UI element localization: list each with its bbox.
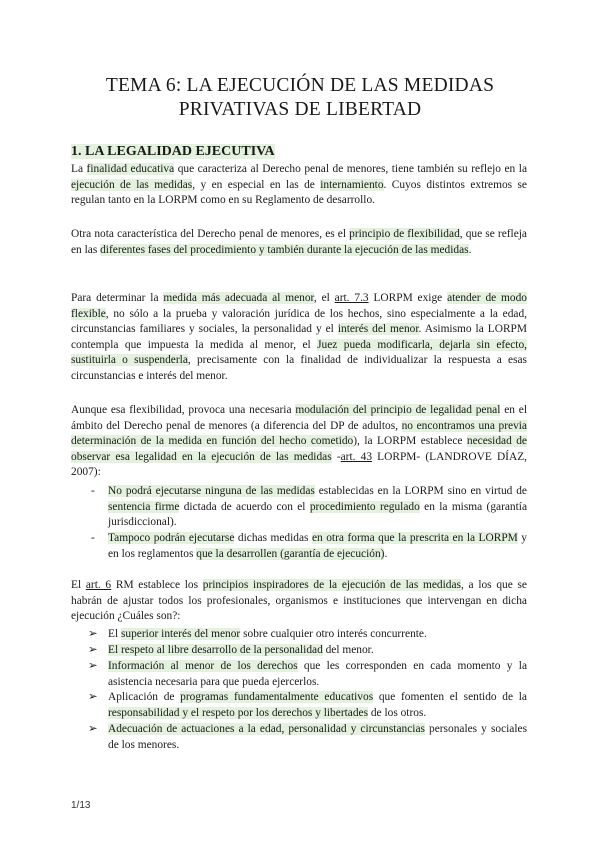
text-run: Otra nota característica del Derecho penal de menores, es el <box>71 228 350 240</box>
highlight-run: Información al menor de los derechos <box>108 660 298 672</box>
highlight-run: Juez pueda modificarla, dejarla sin efecto, sustituirla o suspenderla <box>71 338 527 367</box>
arrow-bullet-icon: ➢ <box>88 723 98 735</box>
text-run: LORPM- (LANDROVE DÍAZ, 2007): <box>71 450 527 479</box>
highlight-run: procedimiento regulado <box>309 500 420 513</box>
text-run: personales y sociales de los menores. <box>108 723 528 751</box>
paragraph-4 <box>71 403 527 481</box>
text-run: . <box>468 243 472 256</box>
arrow-item-5 <box>108 722 527 753</box>
text-run: sobre cualquier otro interés concurrente. <box>240 628 427 640</box>
text-run: El <box>108 628 121 640</box>
highlight-run: no encontramos una previa determinación de la medida en función del hecho cometido <box>71 419 527 448</box>
paragraph-2 <box>71 227 527 258</box>
text-run: , el <box>313 292 335 304</box>
text-run: , no sólo a la prueba y valoración jurídica de los hechos, sino especialmente a la edad, circunstancias familiares y sociales, la personalidad y el <box>71 307 527 336</box>
text-run: dictada de acuerdo con el <box>179 500 310 513</box>
dash-item-2 <box>108 531 527 562</box>
dash-bullet: - <box>91 532 95 544</box>
highlight-run: finalidad educativa <box>86 163 175 175</box>
highlight-run: interés del menor <box>337 323 419 336</box>
dash-item-1 <box>108 484 527 531</box>
highlight-run: medida más adecuada al menor <box>163 292 314 304</box>
text-run: Para determinar la <box>71 292 164 304</box>
text-run: , a los que se habrán de ajustar todos los profesionales, organismos e instituciones que intervengan en dicha ejecución ¿Cuáles son?: <box>71 579 527 623</box>
arrow-item-4 <box>108 690 527 721</box>
highlight-run: modulación del principio de legalidad penal <box>295 404 501 416</box>
arrow-item-1 <box>108 627 527 643</box>
title-line-1: TEMA 6: LA EJECUCIÓN DE LAS MEDIDAS <box>105 75 495 96</box>
text-run: establecidas en la LORPM sino en virtud de <box>314 485 527 497</box>
text-run: en la misma (garantía jurisdiccional). <box>108 500 528 529</box>
section-heading-text: 1. LA LEGALIDAD EJECUTIVA <box>71 144 275 159</box>
paragraph-1 <box>71 162 527 209</box>
highlight-run: sentencia firme <box>108 500 180 513</box>
highlight-run: en otra forma que la prescrita en la LORPM <box>311 532 518 544</box>
text-run: Aunque esa flexibilidad, provoca una necesaria <box>71 404 296 416</box>
text-run: . Cuyos distintos extremos se regulan tanto en la LORPM como en su Reglamento de desarrollo. <box>71 178 527 207</box>
text-run: ), la LORPM establece <box>353 435 467 448</box>
arrow-bullet-icon: ➢ <box>88 691 98 703</box>
text-run: de los otros. <box>368 706 427 719</box>
text-run: Aplicación de <box>108 691 181 703</box>
text-run: . Asimismo la LORPM contempla que impuesta la medida al menor, el <box>71 323 527 351</box>
section-heading <box>71 143 275 161</box>
highlight-run: El respeto al libre desarrollo de la personalidad <box>108 644 323 656</box>
text-run: y en los reglamentos <box>108 532 527 560</box>
text-run: que caracteriza al Derecho penal de menores, tiene también su reflejo en la <box>174 163 527 175</box>
arrow-bullet-icon: ➢ <box>88 660 98 672</box>
text-run: en el ámbito del Derecho penal de menores (a diferencia del DP de adultos, <box>71 404 527 432</box>
text-run: que les corresponden en cada momento y la asistencia necesaria para que pueda ejercerlos. <box>108 660 527 688</box>
article-reference: art. 7.3 <box>334 292 369 304</box>
text-run: LORPM exige <box>368 292 448 304</box>
text-run: , y en especial en las de <box>192 178 321 191</box>
page-title <box>0 74 600 122</box>
paragraph-3 <box>71 291 527 385</box>
arrow-item-3 <box>108 659 527 690</box>
arrow-bullet-icon: ➢ <box>88 644 98 656</box>
highlight-run: atender de modo flexible <box>71 292 527 320</box>
text-run: que fomenten el sentido de la <box>373 691 527 703</box>
highlight-run: superior interés del menor <box>120 628 241 640</box>
text-run: del menor. <box>322 644 374 656</box>
highlight-run: ejecución de las medidas <box>71 178 193 191</box>
page-number: 1/13 <box>71 800 91 811</box>
highlight-run: internamiento <box>320 178 384 191</box>
text-run: RM establece los <box>111 579 203 591</box>
text-run: - <box>331 450 341 463</box>
text-run: . <box>384 547 388 560</box>
highlight-run: que la desarrollen (garantía de ejecución) <box>196 547 385 560</box>
highlight-run: principio de flexibilidad <box>349 228 460 240</box>
highlight-run: principios inspiradores de la ejecución de las medidas <box>202 579 461 591</box>
arrow-bullet-icon: ➢ <box>88 628 98 640</box>
highlight-run: necesidad de observar esa legalidad en la ejecución de las medidas <box>71 435 527 463</box>
text-run: , que se refleja en las <box>71 228 527 256</box>
highlight-run: diferentes fases del procedimiento y también durante la ejecución de las medidas <box>100 243 469 256</box>
highlight-run: Adecuación de actuaciones a la edad, personalidad y circunstancias <box>108 723 425 735</box>
highlight-run: No podrá ejecutarse ninguna de las medidas <box>108 485 315 497</box>
highlight-run: programas fundamentalmente educativos <box>180 691 374 703</box>
dash-bullet: - <box>91 485 95 497</box>
text-run: El <box>71 579 86 591</box>
article-reference: art. 6 <box>85 579 112 591</box>
text-run: La <box>71 163 87 175</box>
highlight-run: responsabilidad y el respeto por los derechos y libertades <box>108 706 369 719</box>
paragraph-5 <box>71 578 527 625</box>
text-run: dichas medidas <box>234 532 312 544</box>
article-reference: art. 43 <box>340 450 373 463</box>
highlight-run: Tampoco podrán ejecutarse <box>108 532 235 544</box>
text-run: , precisamente con la finalidad de individualizar la respuesta a esas circunstancias e interés del menor. <box>71 354 527 382</box>
title-line-2: PRIVATIVAS DE LIBERTAD <box>178 99 422 120</box>
arrow-item-2 <box>108 643 527 659</box>
